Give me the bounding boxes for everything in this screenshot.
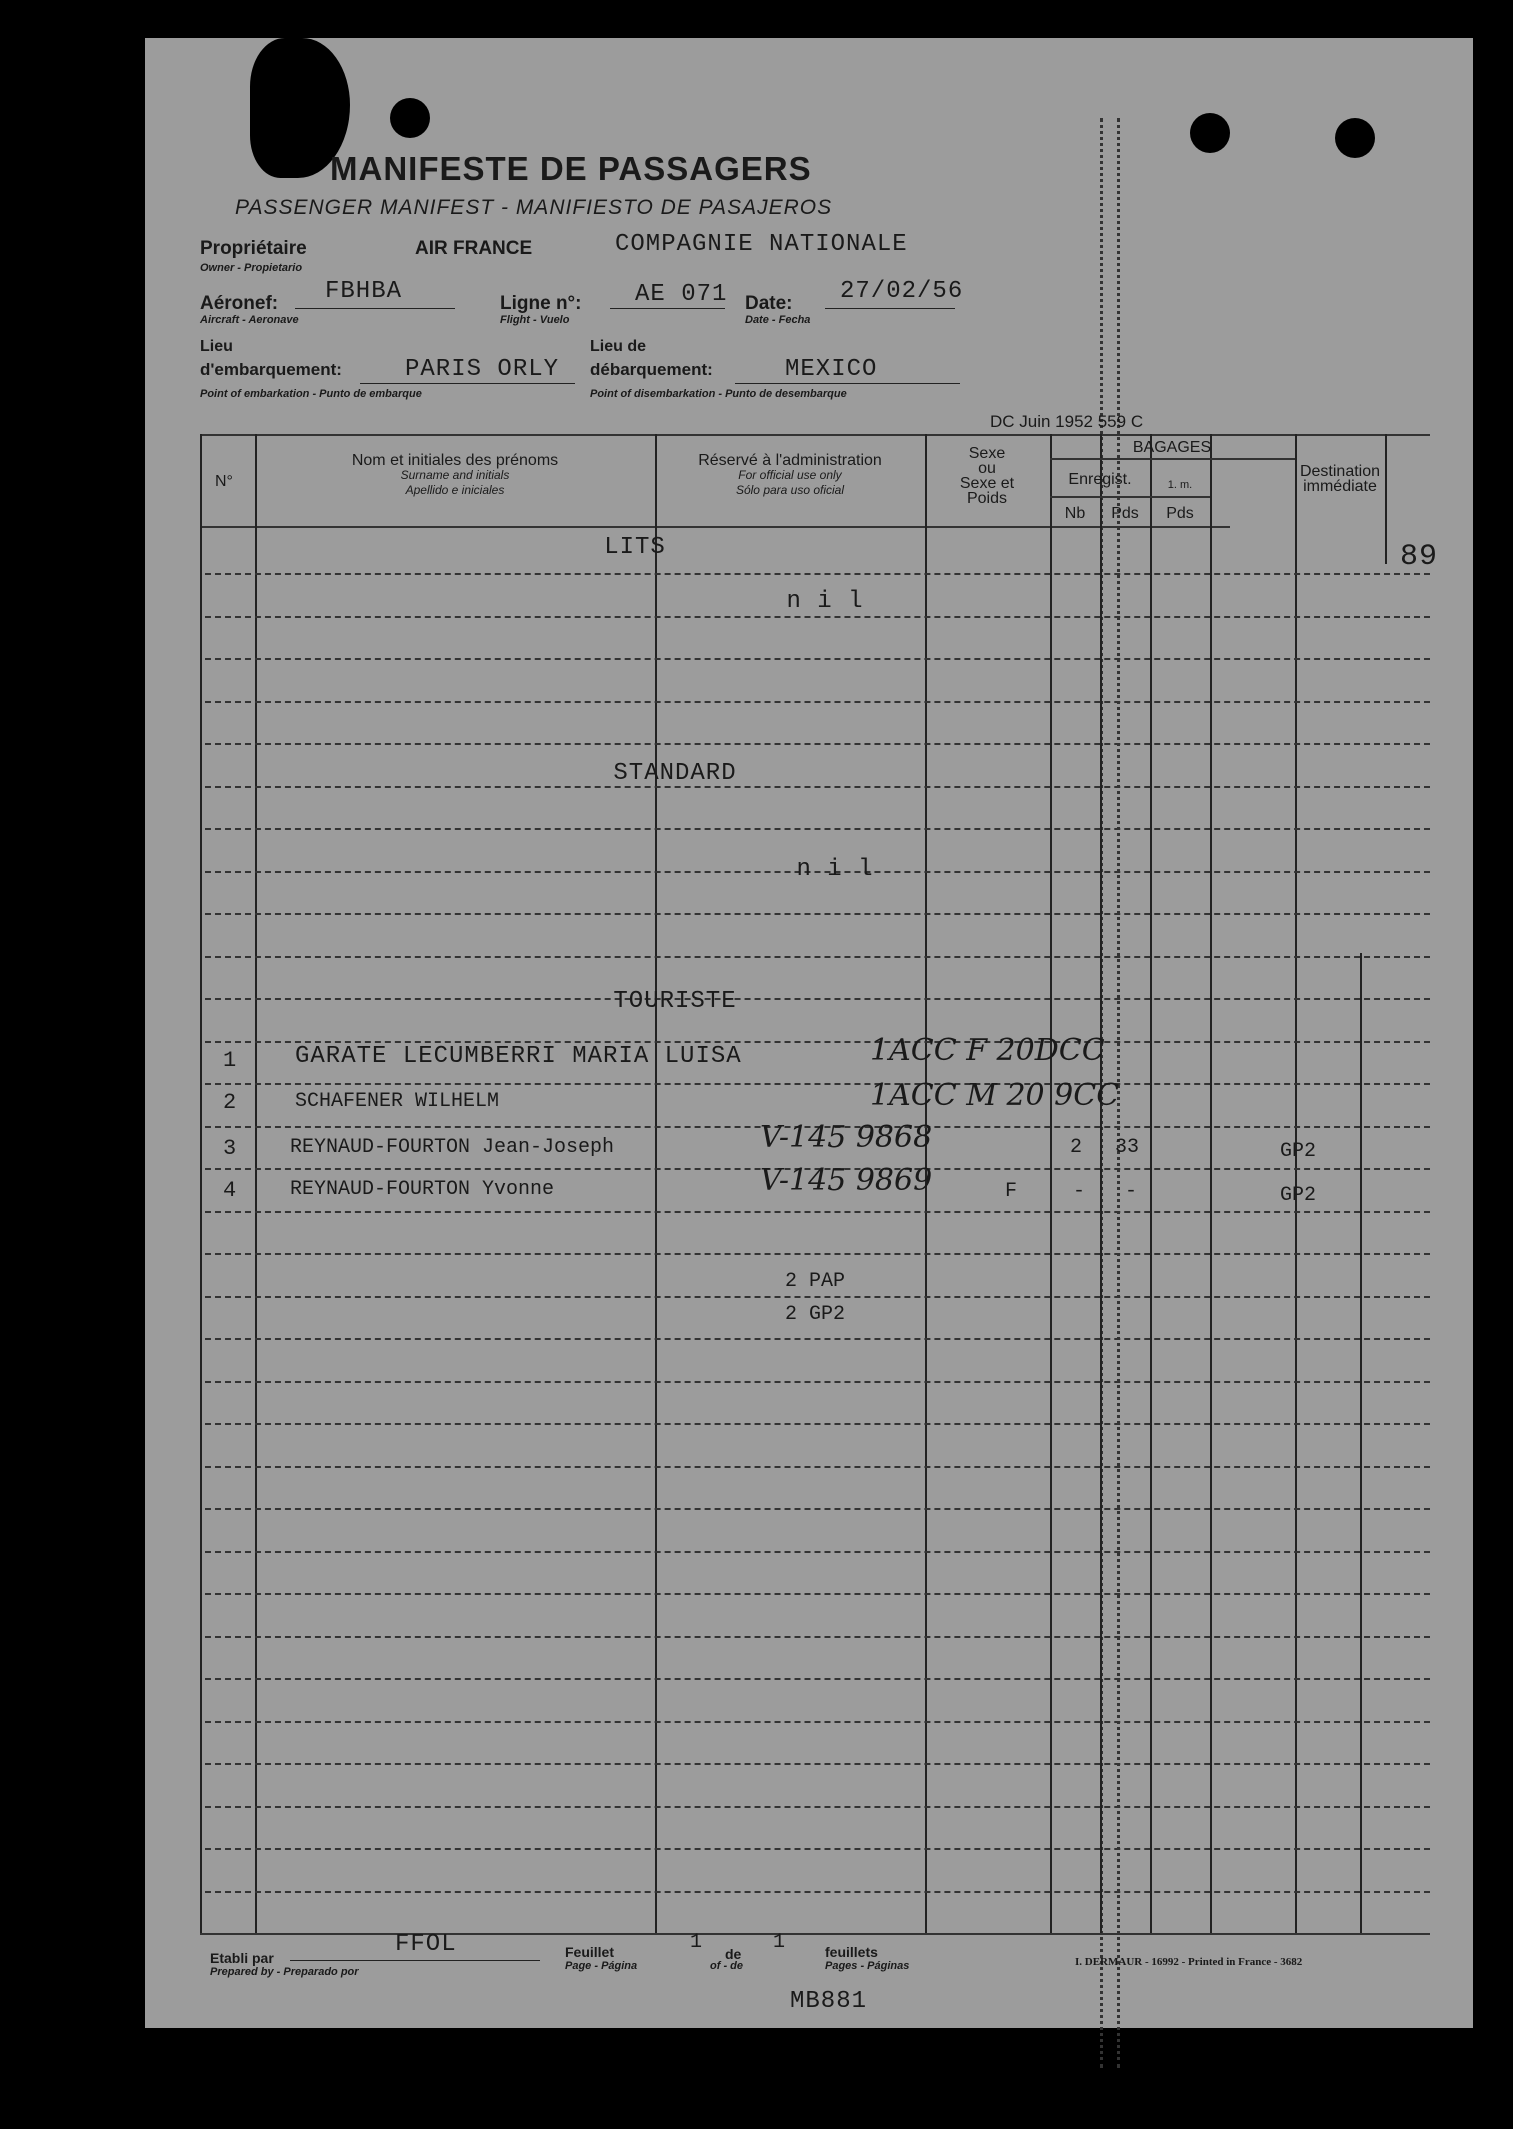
table-rule-line (205, 743, 1430, 745)
section-lits: LITS (604, 534, 666, 561)
page-subtitle: PASSENGER MANIFEST - MANIFIESTO DE PASAJEROS (235, 196, 833, 219)
sheet-sublabel: Page - Página (565, 1960, 638, 1972)
embark-label-1: Lieu (200, 338, 233, 355)
disembark-label-1: Lieu de (590, 338, 647, 355)
passenger-no: 4 (223, 1178, 237, 1203)
col-header-sex (960, 446, 1014, 506)
passenger-admin-code: V-145 9869 (760, 1163, 933, 1198)
passenger-no: 2 (223, 1090, 237, 1115)
of-value: 1 (773, 1931, 786, 1954)
table-rule-line (205, 616, 1430, 618)
table-rule-line (205, 1296, 1430, 1298)
table-rule-line (205, 1721, 1430, 1723)
archive-code: MB881 (790, 1988, 868, 2015)
table-rule-line (205, 1636, 1430, 1638)
section-touriste: TOURISTE (613, 988, 737, 1015)
disembark-sublabel: Point of disembarkation - Punto de desembarque (590, 388, 847, 400)
col-header-admin (698, 453, 882, 498)
passenger-handwritten: 1ACC M 20 9CC (870, 1078, 1120, 1113)
col-header-sex-1: Sexe (968, 445, 1006, 462)
sheets-label: feuillets (825, 1944, 878, 1960)
table-rule-line (205, 658, 1430, 660)
passenger-bag-count: 2 (1070, 1136, 1083, 1159)
table-rule-line (205, 913, 1430, 915)
col-header-nonenreg: 1. m. (1167, 479, 1193, 491)
table-rule-line (205, 1806, 1430, 1808)
col-header-name-sub2: Apellido e iniciales (405, 483, 505, 497)
passenger-destination: GP2 (1280, 1184, 1317, 1207)
owner-value: COMPAGNIE NATIONALE (615, 231, 908, 258)
table-rule-line (205, 1211, 1430, 1213)
flight-label: Ligne n°: (500, 293, 582, 314)
aircraft-label: Aéronef: (200, 293, 279, 314)
col-header-no: N° (215, 473, 233, 490)
table-rule-line (205, 1891, 1430, 1893)
passenger-admin-code: V-145 9868 (760, 1120, 933, 1155)
col-header-admin-sub1: For official use only (738, 468, 842, 482)
table-rule-line (205, 998, 1430, 1000)
col-header-sex-4: Poids (966, 490, 1008, 507)
flight-sublabel: Flight - Vuelo (500, 314, 570, 326)
date-label: Date: (745, 293, 793, 314)
table-rule-line (205, 573, 1430, 575)
col-header-dest-2: immédiate (1303, 478, 1377, 495)
aircraft-sublabel: Aircraft - Aeronave (200, 314, 299, 326)
sheet-value: 1 (690, 1931, 703, 1954)
table-rule-line (205, 1551, 1430, 1553)
prepared-label: Etabli par (210, 1950, 274, 1966)
col-header-name-title: Nom et initiales des prénoms (351, 452, 559, 469)
owner-printed: AIR FRANCE (415, 238, 533, 259)
disembark-value: MEXICO (785, 356, 878, 383)
col-header-dest (1300, 464, 1380, 494)
passenger-name: SCHAFENER WILHELM (295, 1090, 500, 1113)
aircraft-value: FBHBA (325, 278, 403, 305)
of-label: de (725, 1946, 742, 1962)
table-rule-line (205, 1763, 1430, 1765)
punch-hole (1335, 118, 1375, 158)
embark-label-2: d'embarquement: (200, 360, 342, 379)
col-header-name (352, 453, 558, 498)
table-rule-line (205, 1083, 1430, 1085)
passenger-name: REYNAUD-FOURTON Jean-Joseph (290, 1136, 615, 1159)
total-gp2: 2 GP2 (785, 1303, 846, 1326)
col-header-dest-1: Destination (1299, 463, 1381, 480)
passenger-name: GARATE LECUMBERRI MARIA LUISA (295, 1043, 742, 1070)
col-header-admin-title: Réservé à l'administration (698, 452, 882, 469)
table-rule-line (205, 701, 1430, 703)
printer-imprint: I. DERMAUR - 16992 - Printed in France - 3682 (1075, 1956, 1303, 1968)
punch-hole (1190, 113, 1230, 153)
section-standard: STANDARD (613, 760, 737, 787)
passenger-bag-weight: - (1125, 1180, 1138, 1203)
passenger-destination: GP2 (1280, 1140, 1317, 1163)
owner-label: Propriétaire (200, 238, 307, 259)
col-header-pds: Pds (1111, 505, 1139, 522)
table-rule-line (205, 956, 1430, 958)
total-pap: 2 PAP (785, 1270, 846, 1293)
table-rule-line (205, 1593, 1430, 1595)
manifest-page (145, 38, 1473, 2028)
col-header-pds2: Pds (1166, 505, 1194, 522)
table-rule-line (205, 1848, 1430, 1850)
table-rule-line (205, 786, 1430, 788)
date-value: 27/02/56 (840, 278, 964, 305)
embark-sublabel: Point of embarkation - Punto de embarque (200, 388, 422, 400)
of-sublabel: of - de (710, 1960, 743, 1972)
table-rule-line (205, 1508, 1430, 1510)
table-rule-line (205, 1466, 1430, 1468)
passenger-no: 1 (223, 1048, 237, 1073)
table-rule-line (205, 1381, 1430, 1383)
passenger-no: 3 (223, 1136, 237, 1161)
passenger-name: REYNAUD-FOURTON Yvonne (290, 1178, 555, 1201)
passenger-handwritten: 1ACC F 20DCC (870, 1033, 1105, 1068)
punch-hole (390, 98, 430, 138)
page-number: 89 (1400, 540, 1439, 574)
col-header-bagages: BAGAGES (1132, 439, 1212, 456)
table-rule-line (205, 1253, 1430, 1255)
col-header-sex-2: ou (978, 460, 996, 477)
section-lits-nil: n i l (786, 588, 864, 615)
table-rule-line (205, 1678, 1430, 1680)
passenger-bag-count: - (1073, 1180, 1086, 1203)
date-sublabel: Date - Fecha (745, 314, 811, 326)
table-rule-line (205, 1338, 1430, 1340)
sheet-label: Feuillet (565, 1944, 615, 1960)
col-header-name-sub1: Surname and initials (400, 468, 510, 482)
prepared-sublabel: Prepared by - Preparado por (210, 1966, 359, 1978)
passenger-sex: F (1005, 1180, 1018, 1203)
section-standard-nil: n i l (796, 856, 874, 883)
embark-value: PARIS ORLY (405, 356, 560, 383)
disembark-label-2: débarquement: (590, 360, 713, 379)
passenger-bag-weight: 33 (1115, 1136, 1140, 1159)
table-rule-line (205, 1423, 1430, 1425)
page-title: MANIFESTE DE PASSAGERS (330, 150, 812, 187)
prepared-value: FFOL (395, 1931, 457, 1958)
col-header-enreg: Enregist. (1068, 471, 1132, 488)
flight-value: AE 071 (635, 281, 728, 308)
col-header-admin-sub2: Sólo para uso oficial (735, 483, 845, 497)
form-code: DC Juin 1952 559 C (990, 412, 1144, 431)
sheets-sublabel: Pages - Páginas (825, 1960, 910, 1972)
col-header-sex-3: Sexe et (959, 475, 1015, 492)
col-header-nb: Nb (1064, 505, 1086, 522)
table-rule-line (205, 828, 1430, 830)
owner-sublabel: Owner - Propietario (200, 262, 303, 274)
